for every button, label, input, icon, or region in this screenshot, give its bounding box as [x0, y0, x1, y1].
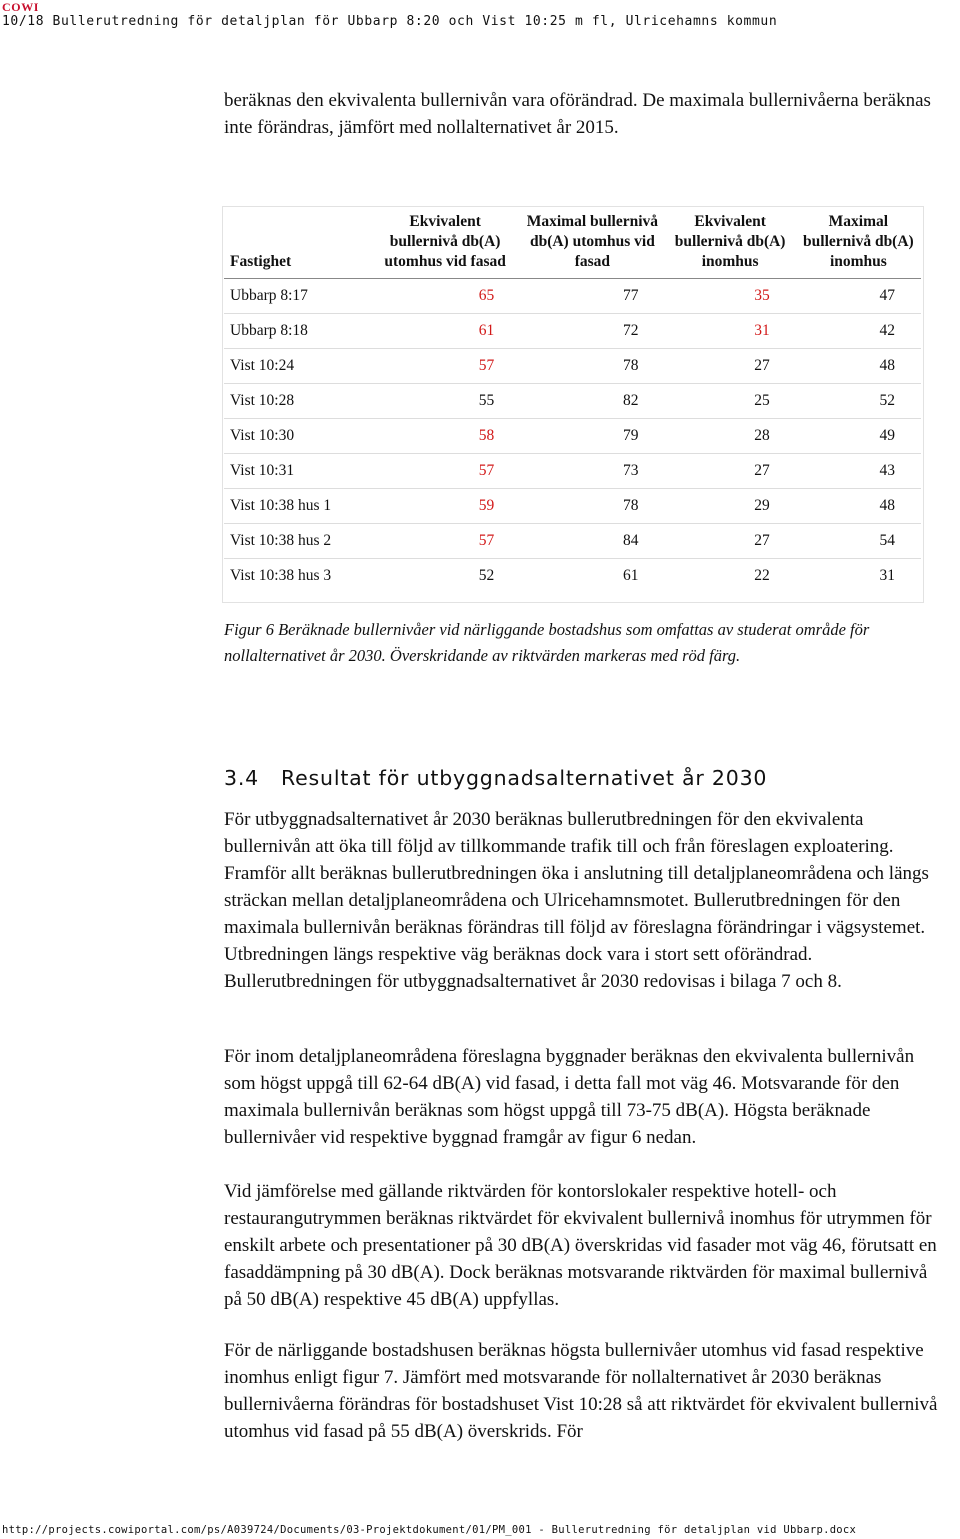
value-cell: 47 — [879, 287, 895, 304]
value-cell: 31 — [796, 559, 921, 594]
value-cell: 72 — [520, 314, 664, 349]
value-cell: 27 — [665, 454, 796, 489]
property-name: Vist 10:38 hus 2 — [224, 524, 370, 559]
figure-caption: Figur 6 Beräknade bullernivåer vid närliggande bostadshus som omfattas av studerat område för nollalternativet år 2030. Överskridande av riktvärden markeras med röd färg. — [224, 620, 870, 665]
property-name: Ubbarp 8:17 — [230, 287, 308, 304]
value-cell: 52 — [796, 384, 921, 419]
value-cell: 52 — [370, 559, 520, 594]
value-cell: 59 — [370, 489, 520, 524]
property-name: Vist 10:30 — [224, 419, 370, 454]
value-cell: 84 — [520, 524, 664, 559]
paragraph: Vid jämförelse med gällande riktvärden för kontorslokaler respektive hotell- och restaurangutrymmen beräknas riktvärdet för ekvivalent bullernivå inomhus för utrymmen för enskilt arbete och presentationer på 30 dB(A) överskridas vid fasader mot väg 46, förutsatt en fasaddämpning på 30 dB(A). Dock beräknas motsvarande riktvärden för maximal bullernivå på 50 dB(A) respektive 45 dB(A) uppfyllas. — [224, 1181, 937, 1310]
property-name: Vist 10:31 — [224, 454, 370, 489]
table-row — [224, 489, 921, 524]
table-row — [224, 559, 921, 594]
value-cell: 27 — [665, 524, 796, 559]
value-cell: 61 — [370, 314, 520, 349]
value-cell: 29 — [665, 489, 796, 524]
value-cell: 55 — [370, 384, 520, 419]
value-cell: 73 — [520, 454, 664, 489]
table-header-row — [224, 212, 921, 279]
value-cell: 22 — [665, 559, 796, 594]
property-name: Vist 10:38 hus 3 — [224, 559, 370, 594]
value-cell: 57 — [370, 349, 520, 384]
section-heading — [224, 766, 767, 790]
value-cell: 78 — [520, 489, 664, 524]
value-cell: 79 — [520, 419, 664, 454]
page-header-title: 10/18 Bullerutredning för detaljplan för Ubbarp 8:20 och Vist 10:25 m fl, Ulricehamns kommun — [2, 14, 778, 29]
property-name: Vist 10:24 — [224, 349, 370, 384]
table-row — [224, 279, 921, 314]
column-header-max-utomhus: Maximal bullernivå db(A) utomhus vid fasad — [520, 212, 664, 279]
value-cell: 82 — [520, 384, 664, 419]
column-header-ekv-inomhus: Ekvivalent bullernivå db(A) inomhus — [665, 212, 796, 279]
section-number: 3.4 — [224, 766, 260, 790]
value-cell: 57 — [370, 454, 520, 489]
table-row — [224, 349, 921, 384]
value-cell: 77 — [623, 287, 639, 304]
value-cell: 49 — [796, 419, 921, 454]
value-cell: 65 — [478, 287, 495, 304]
value-cell: 35 — [754, 287, 770, 304]
paragraph: För de närliggande bostadshusen beräknas högsta bullernivåer utomhus vid fasad respektive inomhus enligt figur 7. Jämfört med motsvarande för nollalternativet år 2030 beräknas bullernivåerna förändras för bostadshuset Vist 10:28 så att riktvärdet för ekvivalent bullernivå utomhus vid fasad på 55 dB(A) överskrids. För — [224, 1340, 938, 1442]
table-row — [224, 419, 921, 454]
column-header-ekv-utomhus: Ekvivalent bullernivå db(A) utomhus vid fasad — [370, 212, 520, 279]
page-footer-url: http://projects.cowiportal.com/ps/A039724/Documents/03-Projektdokument/01/PM_001 - Bullerutredning för detaljplan vid Ubbarp.docx — [2, 1524, 857, 1536]
value-cell: 57 — [370, 524, 520, 559]
table-row — [224, 454, 921, 489]
property-name: Ubbarp 8:18 — [224, 314, 370, 349]
cowi-logo: COWI — [2, 0, 40, 14]
property-name: Vist 10:28 — [224, 384, 370, 419]
value-cell: 54 — [796, 524, 921, 559]
value-cell: 25 — [665, 384, 796, 419]
value-cell: 27 — [665, 349, 796, 384]
value-cell: 58 — [370, 419, 520, 454]
paragraph: För inom detaljplaneområdena föreslagna byggnader beräknas den ekvivalenta bullernivån som högst uppgå till 62-64 dB(A) vid fasad, i detta fall mot väg 46. Motsvarande för den maximala bullernivån beräknas som högst uppgå till 73-75 dB(A). Högsta beräknade bullernivåer vid respektive byggnad framgår av figur 6 nedan. — [224, 1046, 915, 1148]
table-row — [224, 524, 921, 559]
section-title: Resultat för utbyggnadsalternativet år 2030 — [281, 766, 768, 790]
column-header-max-inomhus: Maximal bullernivå db(A) inomhus — [796, 212, 921, 279]
noise-level-table — [224, 212, 921, 593]
table-row — [224, 384, 921, 419]
value-cell: 78 — [520, 349, 664, 384]
value-cell: 28 — [665, 419, 796, 454]
column-header-fastighet: Fastighet — [224, 212, 370, 279]
value-cell: 48 — [796, 349, 921, 384]
table-row — [224, 314, 921, 349]
value-cell: 42 — [796, 314, 921, 349]
paragraph: För utbyggnadsalternativet år 2030 beräknas bullerutbredningen för den ekvivalenta bullernivån att öka till följd av tillkommande trafik till och från föreslagen exploatering. Framför allt beräknas bullerutbredningen öka i anslutning till detaljplaneområdena och längs sträckan mellan detaljplaneområdena och Ulricehamnsmotet. Bullerutbredningen för den maximala bullernivån beräknas förändras till följd av föreslagna förändringar i vägsystemet. Utbredningen längs respektive väg beräknas dock vara i stort sett oförändrad. Bullerutbredningen för utbyggnadsalternativet år 2030 redovisas i bilaga 7 och 8. — [224, 809, 929, 992]
intro-paragraph: beräknas den ekvivalenta bullernivån vara oförändrad. De maximala bullernivåerna beräknas inte förändras, jämfört med nollalternativet år 2015. — [224, 90, 931, 138]
value-cell: 61 — [520, 559, 664, 594]
value-cell: 31 — [665, 314, 796, 349]
property-name: Vist 10:38 hus 1 — [224, 489, 370, 524]
value-cell: 48 — [796, 489, 921, 524]
value-cell: 43 — [796, 454, 921, 489]
